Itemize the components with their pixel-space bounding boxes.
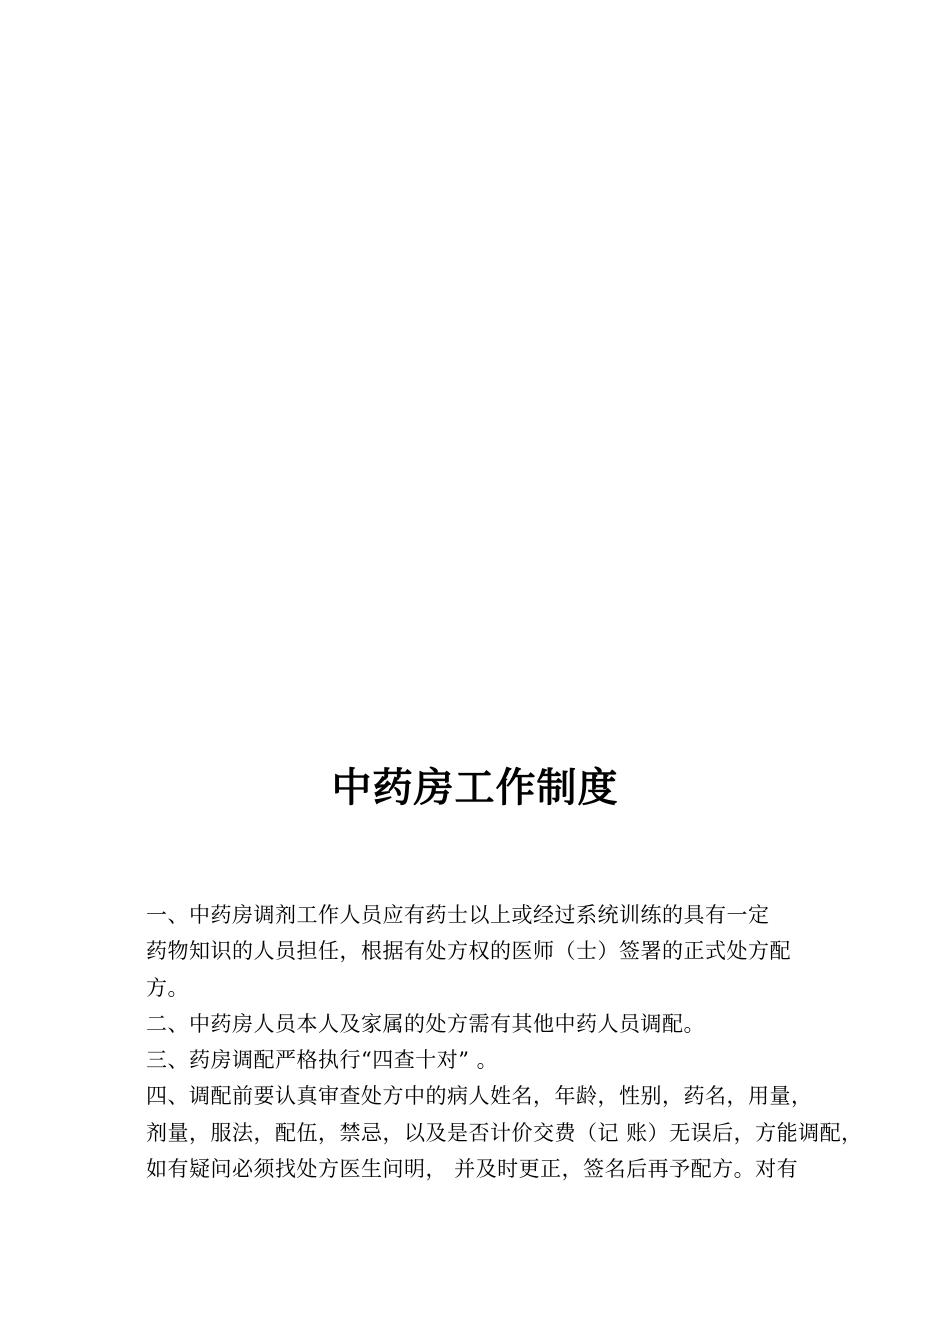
- body-line: 三、药房调配严格执行“四查十对” 。: [146, 1048, 499, 1073]
- body-line: 二、中药房人员本人及家属的处方需有其他中药人员调配。: [146, 1011, 705, 1036]
- body-line: 药物知识的人员担任，根据有处方权的医师（士）签署的正式处方配: [146, 939, 791, 964]
- body-line: 如有疑问必须找处方医生问明， 并及时更正，签名后再予配方。对有: [146, 1157, 799, 1182]
- body-line: 剂量，服法，配伍，禁忌，以及是否计价交费（记 账）无误后，方能调配，: [146, 1120, 863, 1145]
- body-line: 四、调配前要认真审查处方中的病人姓名，年龄，性别，药名，用量，: [146, 1084, 813, 1109]
- document-title: 中药房工作制度: [331, 765, 619, 811]
- body-line: 一、中药房调剂工作人员应有药士以上或经过系统训练的具有一定: [146, 903, 770, 927]
- body-line: 方。: [146, 975, 189, 1000]
- document-body: [146, 897, 863, 1187]
